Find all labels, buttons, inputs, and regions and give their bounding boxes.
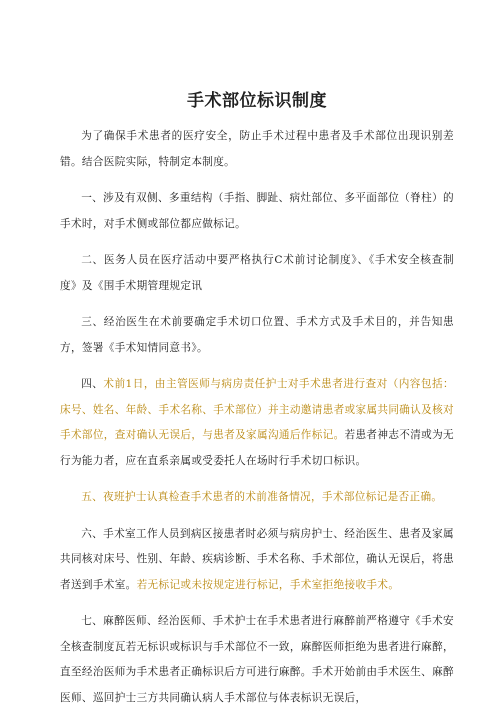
paragraph-text: 七、麻醉医师、经治医师、手术护士在手术患者进行麻醉前严格遵守《手术安全核查制度瓦若无标识或标识与手术部位不一致，麻醉医师拒绝为患者进行麻醉，直至经治医师为手术患者正确标识后方可进行麻醉。手术开始前由手术医生、麻醉医师、巡回护士三方共同确认病人手术部位与体表标识无误后， [60, 615, 454, 704]
paragraph [60, 124, 454, 175]
paragraph [60, 485, 454, 511]
paragraph-text: 二、医务人员在医疗活动中要严格执行C术前讨论制度》、《手术安全核查制度》及《围手术期管理规定讯 [60, 254, 454, 292]
paragraph-text: 一、涉及有双侧、多重结构（手指、脚趾、病灶部位、多平面部位（脊柱）的手术时，对手术侧或部位都应做标记。 [60, 192, 454, 230]
paragraph-text: 三、经治医生在术前要确定手术切口位置、手术方式及手术目的，并告知患方，签署《手术知情同意书》。 [60, 316, 454, 354]
paragraph-text: 六、手术室工作人员到病区接患者时必须与病房护士、经治医生、患者及家属共同核对床号、性别、年龄、疾病诊断、手术名称、手术部位，确认无误后，将患者送到手术室。 [60, 527, 454, 591]
paragraph [60, 248, 454, 299]
paragraph [60, 609, 454, 711]
document-title: 手术部位标识制度 [187, 91, 327, 111]
paragraph [60, 310, 454, 361]
highlighted-text: 若无标记或未按规定进行标记，手术室拒绝接收手术。 [136, 578, 400, 591]
highlighted-text: 术前1日，由主管医师与病房责任护士对手术患者进行查对（内容包括：床号、姓名、年龄、手术名称、手术部位）并主动邀请患者或家属共同确认及核对手术部位，查对确认无误后，与患者及家属沟通后作标记。 [60, 378, 455, 441]
paragraph [60, 186, 454, 237]
highlighted-text: 五、夜班护士认真检查手术患者的术前准备情况，手术部位标记是否正确。 [81, 491, 443, 503]
paragraph [60, 522, 454, 599]
paragraph-text: 为了确保手术患者的医疗安全，防止手术过程中患者及手术部位出现识别差错。结合医院实际，特制定本制度。 [60, 130, 454, 168]
paragraph [60, 372, 454, 474]
paragraph-text: 四、 [81, 378, 104, 390]
paragraph-text: 若患者神志不清或为无行为能力者，应在直系亲属或受委托人在场时行手术切口标识。 [60, 429, 454, 467]
document-body [60, 124, 454, 711]
